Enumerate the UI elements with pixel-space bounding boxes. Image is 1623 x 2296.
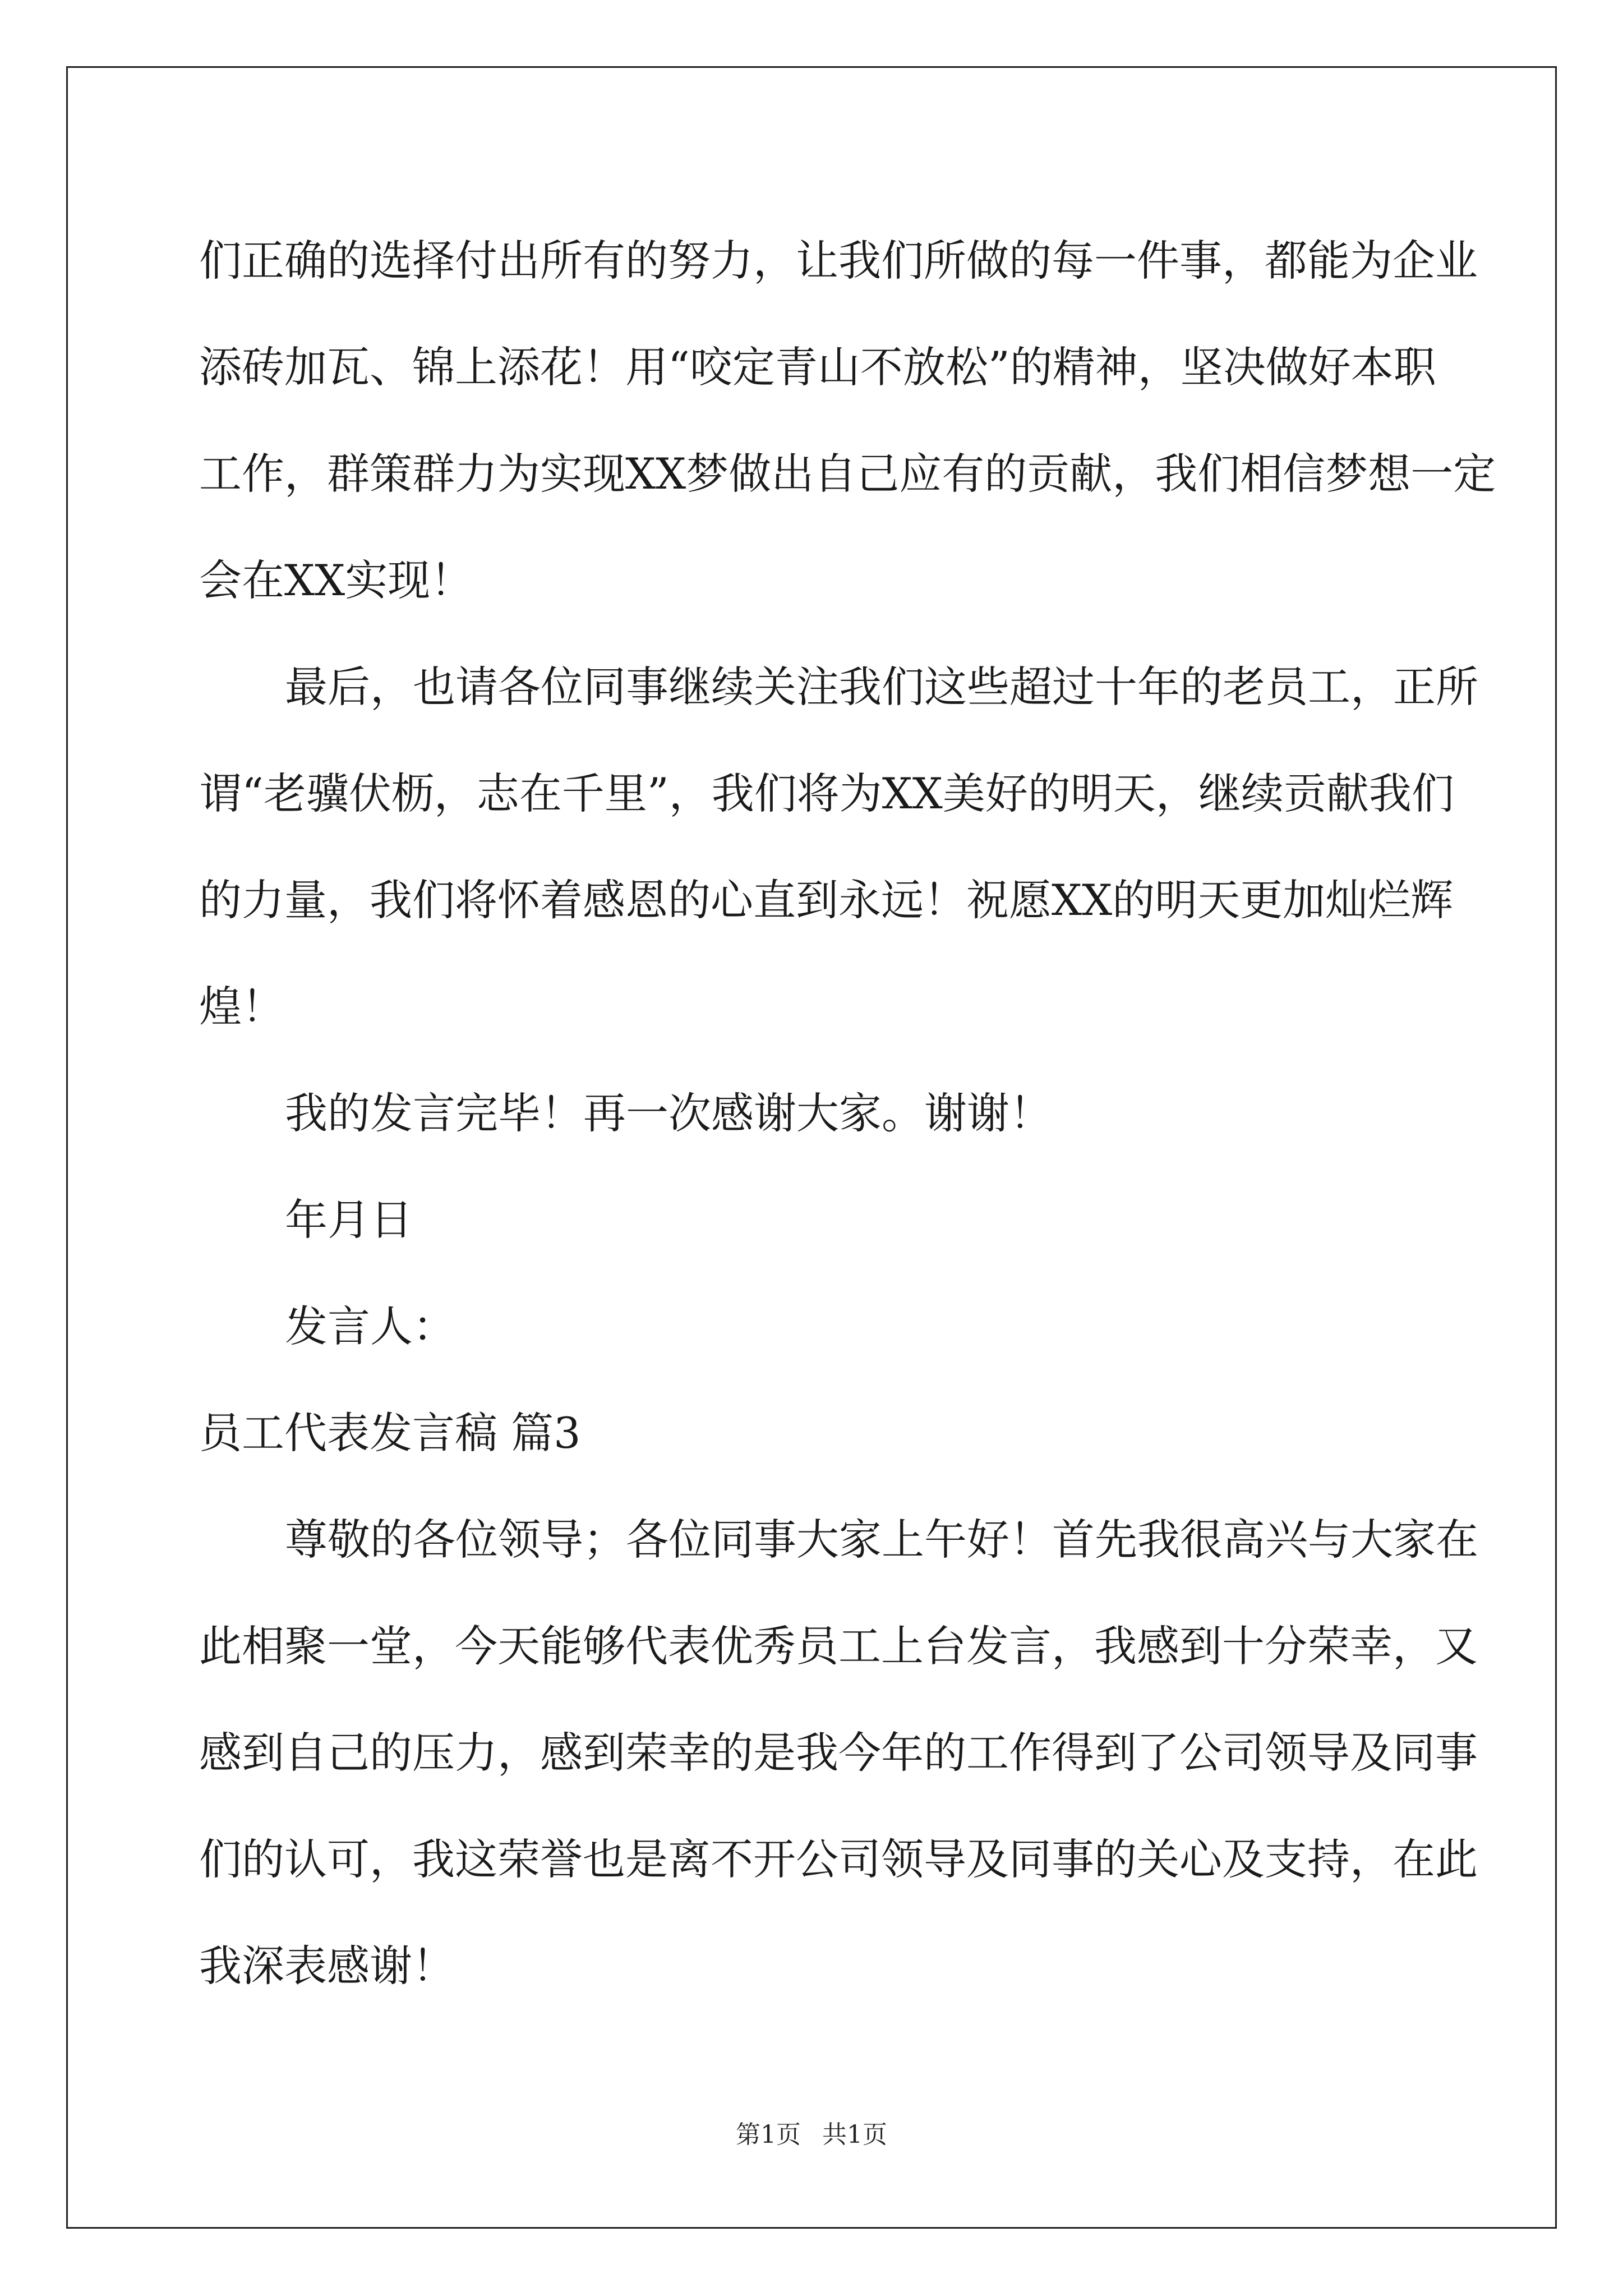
text-line: 谓“老骥伏枥，志在千里”，我们将为XX美好的明天，继续贡献我们 <box>199 769 1454 818</box>
document-body <box>199 208 1496 2019</box>
page-number: 第1页 <box>736 2120 801 2149</box>
page-footer <box>0 2118 1623 2152</box>
text-line: 们的认可，我这荣誉也是离不开公司领导及同事的关心及支持，在此 <box>199 1834 1478 1884</box>
text-line: 的力量，我们将怀着感恩的心直到永远！祝愿XX的明天更加灿烂辉 <box>199 875 1454 925</box>
text-line: 我深表感谢！ <box>199 1941 455 1991</box>
text-line: 会在XX实现！ <box>199 555 473 605</box>
date-line: 年月日 <box>285 1195 413 1245</box>
closing-line: 我的发言完毕！再一次感谢大家。谢谢！ <box>285 1088 1052 1138</box>
speaker-line: 发言人： <box>285 1301 455 1351</box>
text-line: 煌！ <box>199 982 284 1032</box>
text-line: 添砖加瓦、锦上添花！用“咬定青山不放松”的精神，坚决做好本职 <box>199 342 1436 392</box>
text-line: 此相聚一堂，今天能够代表优秀员工上台发言，我感到十分荣幸，又 <box>199 1621 1478 1671</box>
section-heading: 员工代表发言稿 篇3 <box>199 1408 581 1458</box>
text-line: 最后，也请各位同事继续关注我们这些超过十年的老员工，正所 <box>285 662 1478 712</box>
text-line: 尊敬的各位领导；各位同事大家上午好！首先我很高兴与大家在 <box>285 1515 1478 1565</box>
text-line: 们正确的选择付出所有的努力，让我们所做的每一件事，都能为企业 <box>199 236 1478 286</box>
text-line: 感到自己的压力，感到荣幸的是我今年的工作得到了公司领导及同事 <box>199 1728 1478 1778</box>
page-total: 共1页 <box>822 2120 887 2149</box>
text-line: 工作，群策群力为实现XX梦做出自己应有的贡献，我们相信梦想一定 <box>199 449 1496 499</box>
